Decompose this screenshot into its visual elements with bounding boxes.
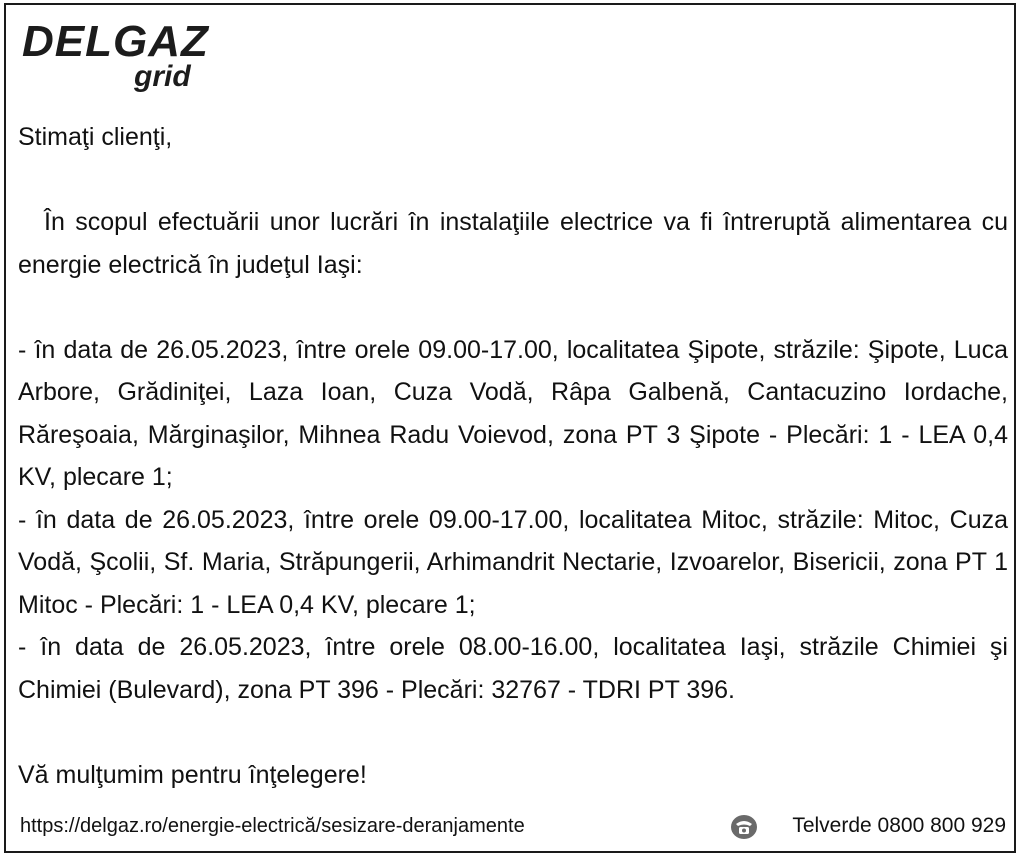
logo-brand: DELGAZ bbox=[22, 17, 209, 66]
notice-body bbox=[18, 116, 1008, 796]
intro-paragraph: În scopul efectuării unor lucrări în instalaţiile electrice va fi întreruptă alimentarea cu energie electrică în judeţul Iaşi: bbox=[18, 208, 1008, 279]
footer-url-link[interactable]: https://delgaz.ro/energie-electrică/sesizare-deranjamente bbox=[20, 815, 525, 837]
telverde-number: Telverde 0800 800 929 bbox=[792, 814, 1006, 837]
footer bbox=[20, 808, 1006, 844]
outage-item: - în data de 26.05.2023, între orele 08.00-16.00, localitatea Iaşi, străzile Chimiei şi Chimiei (Bulevard), zona PT 396 - Plecări: 32767 - TDRI PT 396. bbox=[18, 633, 1008, 704]
outage-item: - în data de 26.05.2023, între orele 09.00-17.00, localitatea Şipote, străzile: Şipote, Luca Arbore, Grădiniţei, Laza Ioan, Cuza Vodă, Râpa Galbenă, Cantacuzino Iordache, Rărеşoaia, Mărginaşilor, Mihnea Radu Voievod, zona PT 3 Şipote - Plecări: 1 - LEA 0,4 KV, plecare 1; bbox=[18, 335, 1008, 491]
logo-sub: grid bbox=[134, 60, 191, 93]
thanks-line: Vă mulţumim pentru înţelegere! bbox=[18, 760, 367, 789]
greeting: Stimaţi clienţi, bbox=[18, 123, 173, 151]
outage-item: - în data de 26.05.2023, între orele 09.00-17.00, localitatea Mitoc, străzile: Mitoc, Cuza Vodă, Şcolii, Sf. Maria, Străpungerii, Arhimandrit Nectarie, Izvoarelor, Bisericii, zona PT 1 Mitoc - Plecări: 1 - LEA 0,4 KV, plecare 1; bbox=[18, 505, 1008, 619]
footer-contact bbox=[730, 808, 1006, 844]
delgaz-grid-logo bbox=[22, 18, 222, 98]
telephone-icon bbox=[730, 812, 758, 840]
